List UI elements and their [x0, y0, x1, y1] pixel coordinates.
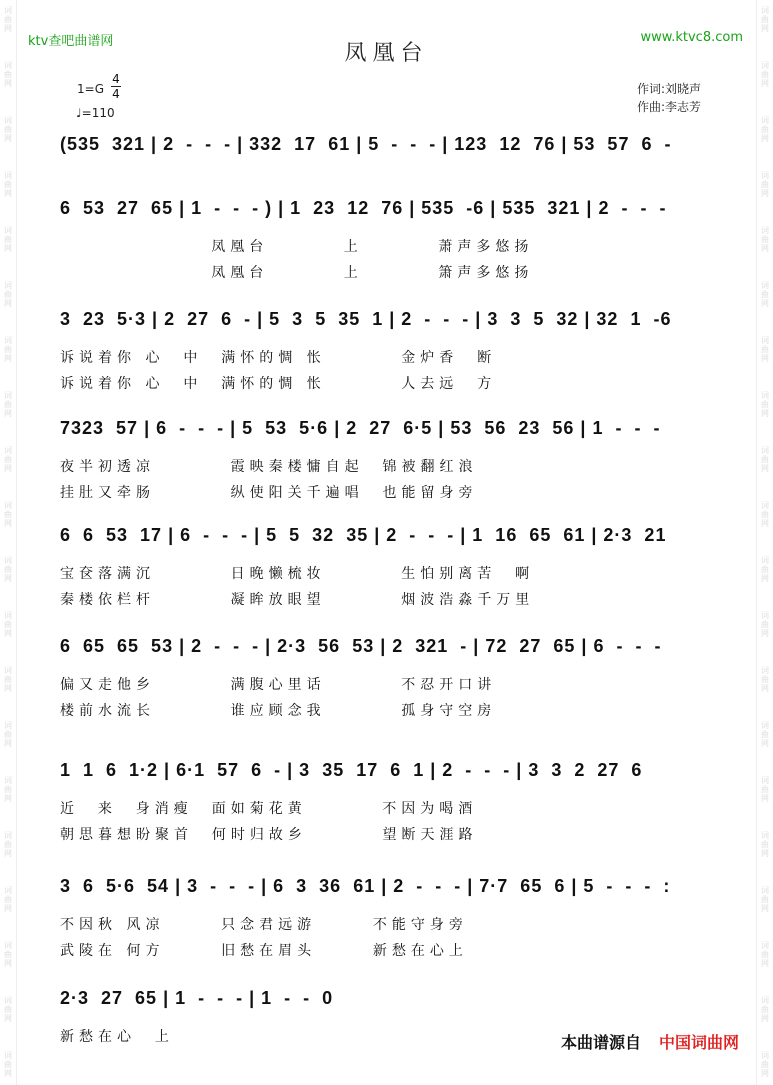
lyric-line: 秦楼依栏杆 凝眸放眼望 烟波浩淼千万里: [60, 592, 535, 608]
lyric-line: 夜半初透凉 霞映秦楼慵自起 锦被翻红浪: [60, 459, 478, 475]
watermark-text: 词 曲 网: [4, 6, 12, 33]
lyric-line: 武陵在 何方 旧愁在眉头 新愁在心上: [60, 943, 468, 959]
credits: [637, 80, 701, 116]
watermark-text: 词 曲 网: [4, 116, 12, 143]
lyric-line: 朝思暮想盼聚首 何时归故乡 望断天涯路: [60, 827, 478, 843]
score-line: [60, 198, 715, 281]
site-name-left[interactable]: ktv查吧曲谱网: [28, 34, 114, 49]
watermark-text: 词 曲 网: [761, 171, 769, 198]
watermark-text: 词 曲 网: [761, 336, 769, 363]
watermark-text: 词 曲 网: [761, 501, 769, 528]
lyric-line: 近 来 身消瘦 面如菊花黄 不因为喝酒: [60, 801, 478, 817]
watermark-text: 词 曲 网: [4, 611, 12, 638]
watermark-text: 词 曲 网: [4, 446, 12, 473]
watermark-text: 词 曲 网: [761, 61, 769, 88]
watermark-text: 词 曲 网: [4, 941, 12, 968]
notation-line: 3 6 5·6 54 | 3 - - - | 6 3 36 61 | 2 - - - | 7·7 65 6 | 5 - - - :: [60, 876, 671, 896]
watermark-text: 词 曲 网: [4, 171, 12, 198]
site-url-right[interactable]: www.ktvc8.com: [640, 30, 743, 45]
watermark-text: 词 曲 网: [761, 831, 769, 858]
lyric-line: 新愁在心 上: [60, 1029, 174, 1045]
watermark-text: 词 曲 网: [761, 611, 769, 638]
composer: 作曲:李志芳: [636, 100, 701, 114]
watermark-text: 词 曲 网: [761, 941, 769, 968]
watermark-text: 词 曲 网: [761, 886, 769, 913]
watermark-text: 词 曲 网: [761, 6, 769, 33]
lyric-line: 诉说着你 心 中 满怀的惆 怅 人去远 方: [60, 376, 497, 392]
watermark-text: 词 曲 网: [4, 391, 12, 418]
lyric-line: 凤凰台 上 萧声多悠扬: [60, 239, 534, 255]
lyric-line: 挂肚又牵肠 纵使阳关千遍唱 也能留身旁: [60, 485, 478, 501]
watermark-text: 词 曲 网: [4, 226, 12, 253]
source-label: 本曲谱源自: [560, 1033, 641, 1052]
notation-line: 7323 57 | 6 - - - | 5 53 5·6 | 2 27 6·5 | 53 56 23 56 | 1 - - -: [60, 418, 661, 438]
left-margin: [0, 0, 17, 1085]
watermark-text: 词 曲 网: [4, 831, 12, 858]
watermark-text: 词 曲 网: [761, 721, 769, 748]
watermark-text: 词 曲 网: [761, 776, 769, 803]
lyric-line: 不因秋 风凉 只念君远游 不能守身旁: [60, 917, 468, 933]
tempo-marking: ♩=110: [76, 106, 115, 120]
lyric-line: 宝奁落满沉 日晚懒梳妆 生怕别离苦 啊: [60, 566, 535, 582]
footer-source: [561, 1030, 739, 1053]
watermark-text: 词 曲 网: [761, 226, 769, 253]
watermark-text: 词 曲 网: [4, 996, 12, 1023]
notation-line: (535 321 | 2 - - - | 332 17 61 | 5 - - - | 123 12 76 | 53 57 6 -: [60, 134, 672, 154]
watermark-text: 词 曲 网: [761, 391, 769, 418]
score-line: [60, 876, 715, 959]
score-line: [60, 134, 715, 168]
song-title: 凤凰台: [344, 41, 429, 66]
notation-line: 1 1 6 1·2 | 6·1 57 6 - | 3 35 17 6 1 | 2 - - - | 3 3 2 27 6: [60, 760, 643, 780]
lyricist: 作词:刘晓声: [636, 82, 701, 96]
notation-line: 6 65 65 53 | 2 - - - | 2·3 56 53 | 2 321 - | 72 27 65 | 6 - - -: [60, 636, 662, 656]
score-line: [60, 418, 715, 501]
lyric-line: 偏又走他乡 满腹心里话 不忍开口讲: [60, 677, 497, 693]
score-line: [60, 636, 715, 719]
notation-line: 6 6 53 17 | 6 - - - | 5 5 32 35 | 2 - - - | 1 16 65 61 | 2·3 21: [60, 525, 667, 545]
watermark-text: 词 曲 网: [4, 281, 12, 308]
lyric-line: 凤凰台 上 箫声多悠扬: [60, 265, 534, 281]
lyric-line: 诉说着你 心 中 满怀的惆 怅 金炉香 断: [60, 350, 497, 366]
time-signature: 4 4: [112, 72, 120, 101]
score-line: [60, 760, 715, 843]
watermark-text: 词 曲 网: [761, 996, 769, 1023]
lyric-line: 楼前水流长 谁应顾念我 孤身守空房: [60, 703, 497, 719]
notation-line: 2·3 27 65 | 1 - - - | 1 - - 0: [60, 988, 334, 1008]
watermark-text: 词 曲 网: [761, 556, 769, 583]
score-line: [60, 309, 715, 392]
watermark-text: 词 曲 网: [761, 1051, 769, 1078]
watermark-text: 词 曲 网: [4, 336, 12, 363]
watermark-text: 词 曲 网: [4, 776, 12, 803]
right-margin: [756, 0, 773, 1085]
watermark-text: 词 曲 网: [4, 501, 12, 528]
brand-link[interactable]: 中国词曲网: [658, 1033, 739, 1052]
watermark-text: 词 曲 网: [4, 886, 12, 913]
watermark-text: 词 曲 网: [4, 666, 12, 693]
watermark-text: 词 曲 网: [761, 666, 769, 693]
notation-line: 3 23 5·3 | 2 27 6 - | 5 3 5 35 1 | 2 - - - | 3 3 5 32 | 32 1 -6: [60, 309, 672, 329]
key-signature: 1=G: [77, 82, 104, 96]
watermark-text: 词 曲 网: [761, 116, 769, 143]
score-line: [60, 525, 715, 608]
watermark-text: 词 曲 网: [761, 281, 769, 308]
watermark-text: 词 曲 网: [4, 556, 12, 583]
watermark-text: 词 曲 网: [4, 61, 12, 88]
notation-line: 6 53 27 65 | 1 - - - ) | 1 23 12 76 | 535 -6 | 535 321 | 2 - - -: [60, 198, 667, 218]
watermark-text: 词 曲 网: [761, 446, 769, 473]
watermark-text: 词 曲 网: [4, 1051, 12, 1078]
watermark-text: 词 曲 网: [4, 721, 12, 748]
